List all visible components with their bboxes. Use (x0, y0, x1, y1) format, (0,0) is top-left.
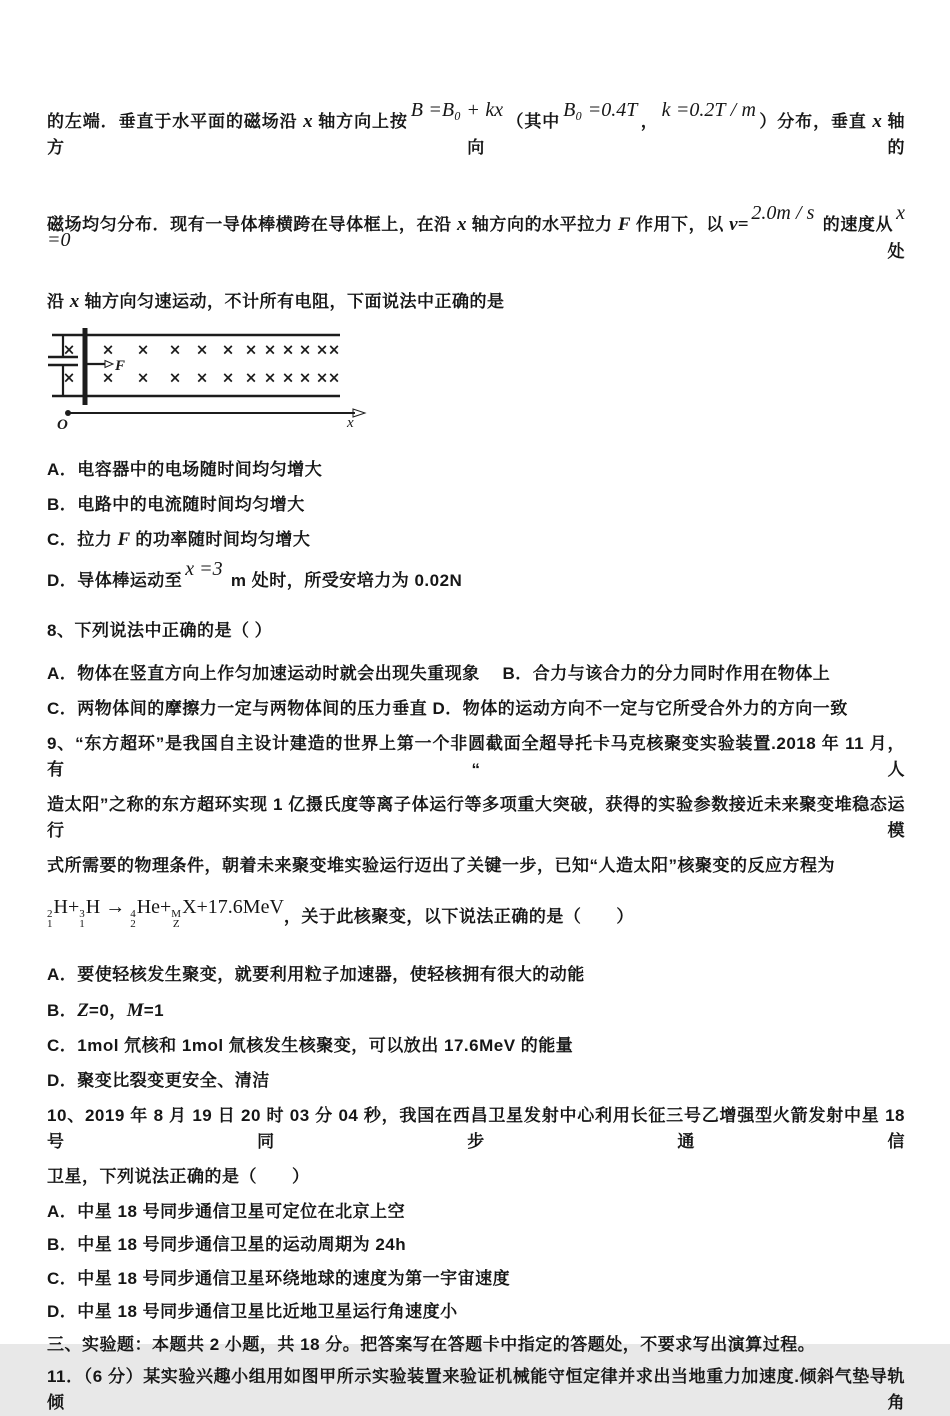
q10-option-b: B．中星 18 号同步通信卫星的运动周期为 24h (47, 1235, 407, 1254)
q8-options-cd: C．两物体间的摩擦力一定与两物体间的压力垂直 D．物体的运动方向不一定与它所受合外力的方向一致 (47, 699, 848, 718)
q7-stem-line-3: 沿 x 轴方向匀速运动，不计所有电阻，下面说法中正确的是 (47, 291, 505, 312)
q7-option-b: B．电路中的电流随时间均匀增大 (47, 495, 305, 514)
q9-stem-line-2: 造太阳”之称的东方超环实现 1 亿摄氏度等离子体运行等多项重大突破，获得的实验参数接近未来聚变堆稳态运行模 (47, 795, 905, 840)
field-into-page-x-icon: × (62, 340, 76, 359)
q7-option-d: D．导体棒运动至x =3 m 处时，所受安培力为 0.02N (47, 558, 463, 590)
q10-option-d: D．中星 18 号同步通信卫星比近地卫星运行角速度小 (47, 1302, 458, 1321)
q10-option-a: A．中星 18 号同步通信卫星可定位在北京上空 (47, 1202, 406, 1221)
q7-stem-line-1: 的左端．垂直于水平面的磁场沿 x 轴方向上按B =B₀ + kx（其中B₀ =0.4T，k =0.2T / m）分布，垂直 x 轴方向的 (47, 99, 905, 157)
axis-label: x (347, 415, 354, 431)
x-axis (57, 409, 365, 433)
field-into-page-x-icon: × (315, 340, 329, 359)
circuit-diagram (47, 326, 905, 438)
force-label: F (115, 358, 126, 374)
field-into-page-x-icon: × (195, 340, 209, 359)
q9-option-d: D．聚变比裂变更安全、清洁 (47, 1071, 270, 1090)
field-into-page-x-icon: × (244, 340, 258, 359)
field-into-page-x-icon: × (101, 340, 115, 359)
q9-stem-line-3: 式所需要的物理条件，朝着未来聚变堆实验运行迈出了关键一步，已知“人造太阳”核聚变的反应方程为 (47, 856, 835, 875)
q10-stem-line-1: 10、2019 年 8 月 19 日 20 时 03 分 04 秒，我国在西昌卫星发射中心利用长征三号乙增强型火箭发射中星 18 号同步通信 (47, 1106, 905, 1151)
q11-stem: 11．（6 分）某实验兴趣小组用如图甲所示实验装置来验证机械能守恒定律并求出当地重力加速度.倾斜气垫导轨倾角 (47, 1367, 905, 1412)
field-into-page-x-icon: × (62, 368, 76, 387)
field-into-page-x-icon: × (136, 340, 150, 359)
section-3-heading: 三、实验题：本题共 2 小题，共 18 分。把答案写在答题卡中指定的答题处，不要求写出演算过程。 (47, 1335, 816, 1354)
field-into-page-x-icon: × (168, 368, 182, 387)
field-into-page-x-icon: × (281, 340, 295, 359)
field-into-page-x-icon: × (327, 340, 341, 359)
q10-stem-line-2: 卫星，下列说法正确的是（ ） (47, 1167, 310, 1186)
q7-option-c: C．拉力 F 的功率随时间均匀增大 (47, 529, 311, 550)
field-into-page-x-icon: × (221, 368, 235, 387)
field-into-page-x-icon: × (263, 368, 277, 387)
q9-option-b: B．Z=0，M=1 (47, 1000, 165, 1021)
force-arrowhead-icon (105, 361, 113, 368)
field-into-page-x-icon: × (101, 368, 115, 387)
q9-stem-line-1: 9、“东方超环”是我国自主设计建造的世界上第一个非圆截面全超导托卡马克核聚变实验装置.2018 年 11 月，有“人 (47, 734, 905, 779)
field-into-page-x-icon: × (298, 368, 312, 387)
q9-option-c: C．1mol 氘核和 1mol 氚核发生核聚变，可以放出 17.6MeV 的能量 (47, 1036, 574, 1055)
q7-stem-line-2: 磁场均匀分布．现有一导体棒横跨在导体框上，在沿 x 轴方向的水平拉力 F 作用下，以 v=2.0m / s 的速度从x =0 处 (47, 202, 905, 261)
origin-label: O (57, 417, 68, 433)
q8-stem: 8、下列说法中正确的是（ ） (47, 621, 273, 640)
field-into-page-x-icon: × (221, 340, 235, 359)
field-into-page-x-icon: × (298, 340, 312, 359)
field-into-page-x-icon: × (315, 368, 329, 387)
q7-option-a: A．电容器中的电场随时间均匀增大 (47, 460, 323, 479)
q8-options-ab: A．物体在竖直方向上作匀加速运动时就会出现失重现象 B．合力与该合力的分力同时作用在物体上 (47, 664, 831, 683)
q9-fusion-equation: 2 1 H+ 3 1 H → 4 2 He+ M Z X+17.6MeV，关于此核聚变，以下说法正确的是（ ） (47, 896, 634, 930)
field-into-page-x-icon: × (168, 340, 182, 359)
q10-option-c: C．中星 18 号同步通信卫星环绕地球的速度为第一宇宙速度 (47, 1269, 511, 1288)
field-into-page-x-icon: × (195, 368, 209, 387)
field-into-page-x-icon: × (281, 368, 295, 387)
field-into-page-x-icon: × (327, 368, 341, 387)
field-into-page-x-icon: × (263, 340, 277, 359)
field-into-page-x-icon: × (244, 368, 258, 387)
q9-option-a: A．要使轻核发生聚变，就要利用粒子加速器，使轻核拥有很大的动能 (47, 965, 585, 984)
field-into-page-x-icon: × (136, 368, 150, 387)
